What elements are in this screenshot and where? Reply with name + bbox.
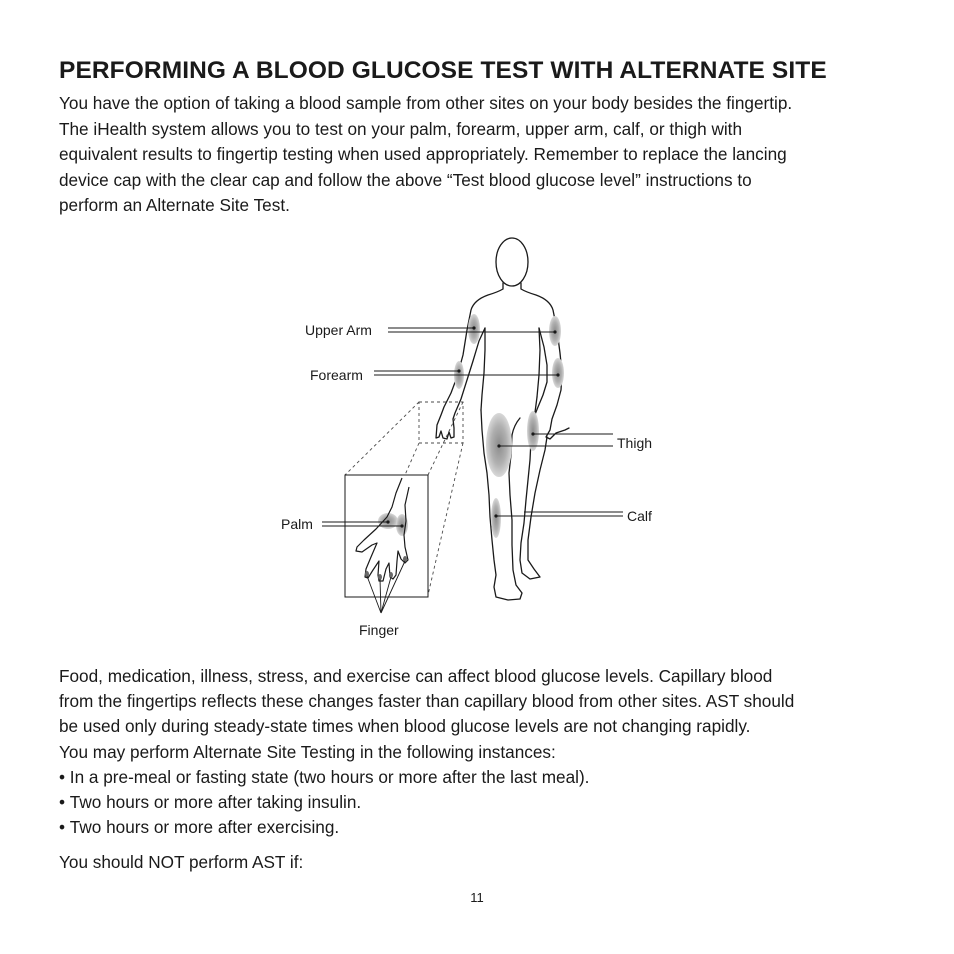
hand-detail-box	[345, 475, 428, 597]
palm-label: Palm	[281, 516, 313, 532]
calf-label: Calf	[627, 508, 652, 524]
list-item: • Two hours or more after exercising.	[59, 815, 909, 840]
thigh-site-right	[527, 411, 539, 451]
ast-guidance-section	[59, 664, 909, 840]
finger-label: Finger	[359, 622, 399, 638]
leader-dots	[457, 326, 559, 517]
body-sites-illustration	[0, 225, 954, 650]
alternate-site-diagram	[0, 225, 954, 650]
page-title: PERFORMING A BLOOD GLUCOSE TEST WITH ALTERNATE SITE	[59, 57, 827, 84]
page-number: 11	[470, 890, 484, 905]
right-arm-outline	[521, 283, 569, 439]
torso-right	[537, 328, 540, 397]
left-arm-outline	[436, 283, 503, 439]
thigh-label: Thigh	[617, 435, 653, 451]
crotch-outline	[512, 418, 520, 435]
test-site-markers	[454, 314, 564, 538]
list-item: • Two hours or more after taking insulin.	[59, 790, 909, 815]
intro-line: device cap with the clear cap and follow the above “Test blood glucose level” instructions to	[59, 169, 752, 190]
body-line: from the fingertips reflects these changes faster than capillary blood from other sites. AST should	[59, 691, 795, 712]
intro-line: You have the option of taking a blood sample from other sites on your body besides the fingertip.	[59, 93, 793, 113]
torso-left	[481, 328, 485, 410]
calf-site	[491, 498, 501, 538]
body-line: be used only during steady-state times when blood glucose levels are not changing rapidly.	[59, 716, 751, 737]
ast-instances-list	[59, 765, 909, 841]
forearm-label: Forearm	[310, 367, 363, 383]
list-item: • In a pre-meal or fasting state (two hours or more after the last meal).	[59, 765, 909, 790]
body-line: Food, medication, illness, stress, and exercise can affect blood glucose levels. Capillary blood	[59, 666, 773, 686]
ast-not-heading: You should NOT perform AST if:	[59, 852, 304, 872]
intro-line: The iHealth system allows you to test on your palm, forearm, upper arm, calf, or thigh with	[59, 118, 743, 139]
intro-line: perform an Alternate Site Test.	[59, 195, 290, 215]
forearm-site-right	[552, 358, 564, 388]
intro-line: equivalent results to fingertip testing when used appropriately. Remember to replace the lancing	[59, 144, 787, 164]
body-line: You may perform Alternate Site Testing in the following instances:	[59, 741, 556, 762]
head-outline	[496, 238, 528, 286]
upper-arm-label: Upper Arm	[305, 322, 372, 338]
intro-paragraph	[59, 91, 909, 219]
